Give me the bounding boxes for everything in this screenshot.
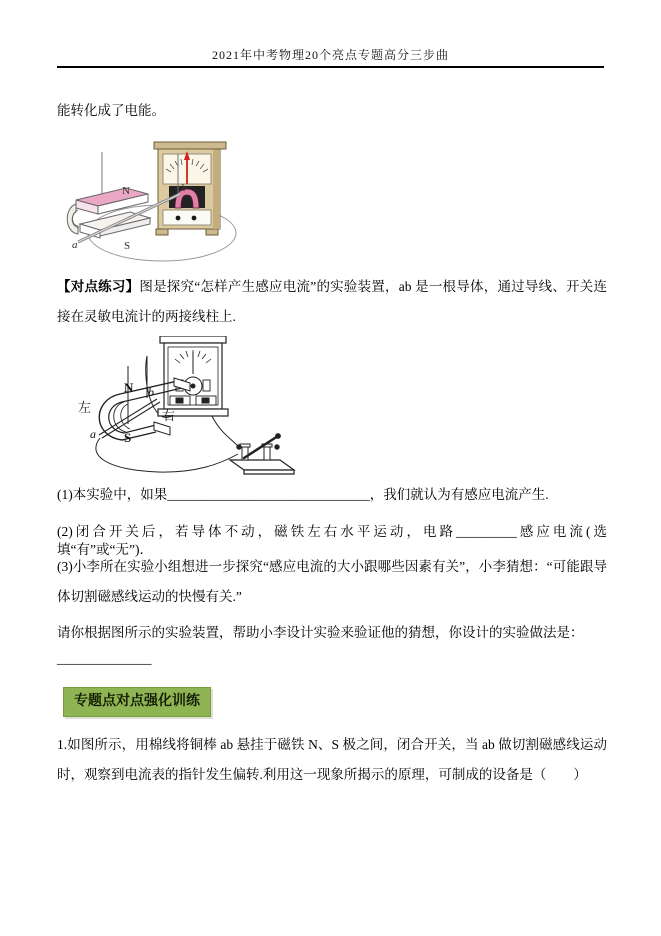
- question-3: (3)小李所在实验小组想进一步探究“感应电流的大小跟哪些因素有关”，小李猜想：“可能跟导体切割磁感线运动的快慢有关.”: [57, 559, 607, 604]
- section-badge: 专题点对点强化训练: [63, 687, 211, 717]
- direction-label-right: 右: [162, 408, 176, 423]
- terminal-left-bw: [176, 398, 183, 403]
- practice-label: 【对点练习】: [57, 279, 140, 294]
- q1-blank: ______________________________: [167, 487, 370, 502]
- header-rule: [57, 66, 604, 68]
- switch-contact-right: [275, 445, 279, 449]
- pole-label-s-bw: S: [124, 430, 132, 445]
- switch-contact-left: [237, 445, 241, 449]
- terminal-right: [192, 216, 197, 221]
- rod-label-a-bw: a: [90, 427, 96, 441]
- galvanometer-bw: [158, 336, 228, 416]
- terminal-right-bw: [202, 398, 209, 403]
- pole-label-n-bw: N: [124, 380, 134, 395]
- figure2-svg: [78, 336, 308, 478]
- pole-block-bottom: [154, 422, 170, 435]
- direction-label-left: 左: [78, 400, 92, 415]
- design-prompt: 请你根据图所示的实验装置，帮助小李设计实验来验证他的猜想，你设计的实验做法是：: [57, 625, 584, 640]
- pole-label-s: S: [124, 240, 131, 252]
- question-1: [57, 486, 607, 504]
- figure1-svg: [62, 138, 240, 268]
- figure-induction-color: [62, 138, 240, 273]
- q2-post: 感应电流(选填“有”或“无”)．: [57, 524, 607, 557]
- exercise-question-1: 1.如图所示，用棉线将铜棒 ab 悬挂于磁铁 N、S 极之间，闭合开关，当 ab 做切割磁感线运动时，观察到电流表的指针发生偏转.利用这一现象所揭示的原理，可制成的设备是（ ）: [57, 737, 607, 782]
- design-blank: ______________: [57, 651, 152, 666]
- practice-text: 图是探究“怎样产生感应电流”的实验装置，ab 是一根导体，通过导线、开关连接在灵敏电流计的两接线柱上.: [57, 279, 608, 324]
- switch-base: [230, 460, 294, 470]
- terminal-left: [176, 216, 181, 221]
- header-title: 2021年中考物理20个亮点专题高分三步曲: [211, 48, 449, 62]
- rod-label-a: a: [72, 239, 78, 251]
- galvanometer-color: [154, 142, 226, 235]
- intro-line: 能转化成了电能。: [57, 103, 165, 118]
- pole-label-n: N: [122, 185, 130, 197]
- figure-induction-bw: [78, 336, 308, 483]
- q2-blank: _________: [456, 524, 517, 539]
- q1-pre: (1)本实验中，如果: [57, 487, 168, 502]
- rod-label-b-bw: b: [148, 385, 154, 399]
- knife-switch: [230, 434, 294, 474]
- q1-post: ，我们就认为有感应电流产生.: [369, 487, 549, 502]
- q2-pre: (2)闭合开关后，若导体不动，磁铁左右水平运动，电路: [57, 524, 457, 539]
- practice-paragraph: [57, 272, 607, 332]
- rod-label-b: b: [181, 182, 187, 194]
